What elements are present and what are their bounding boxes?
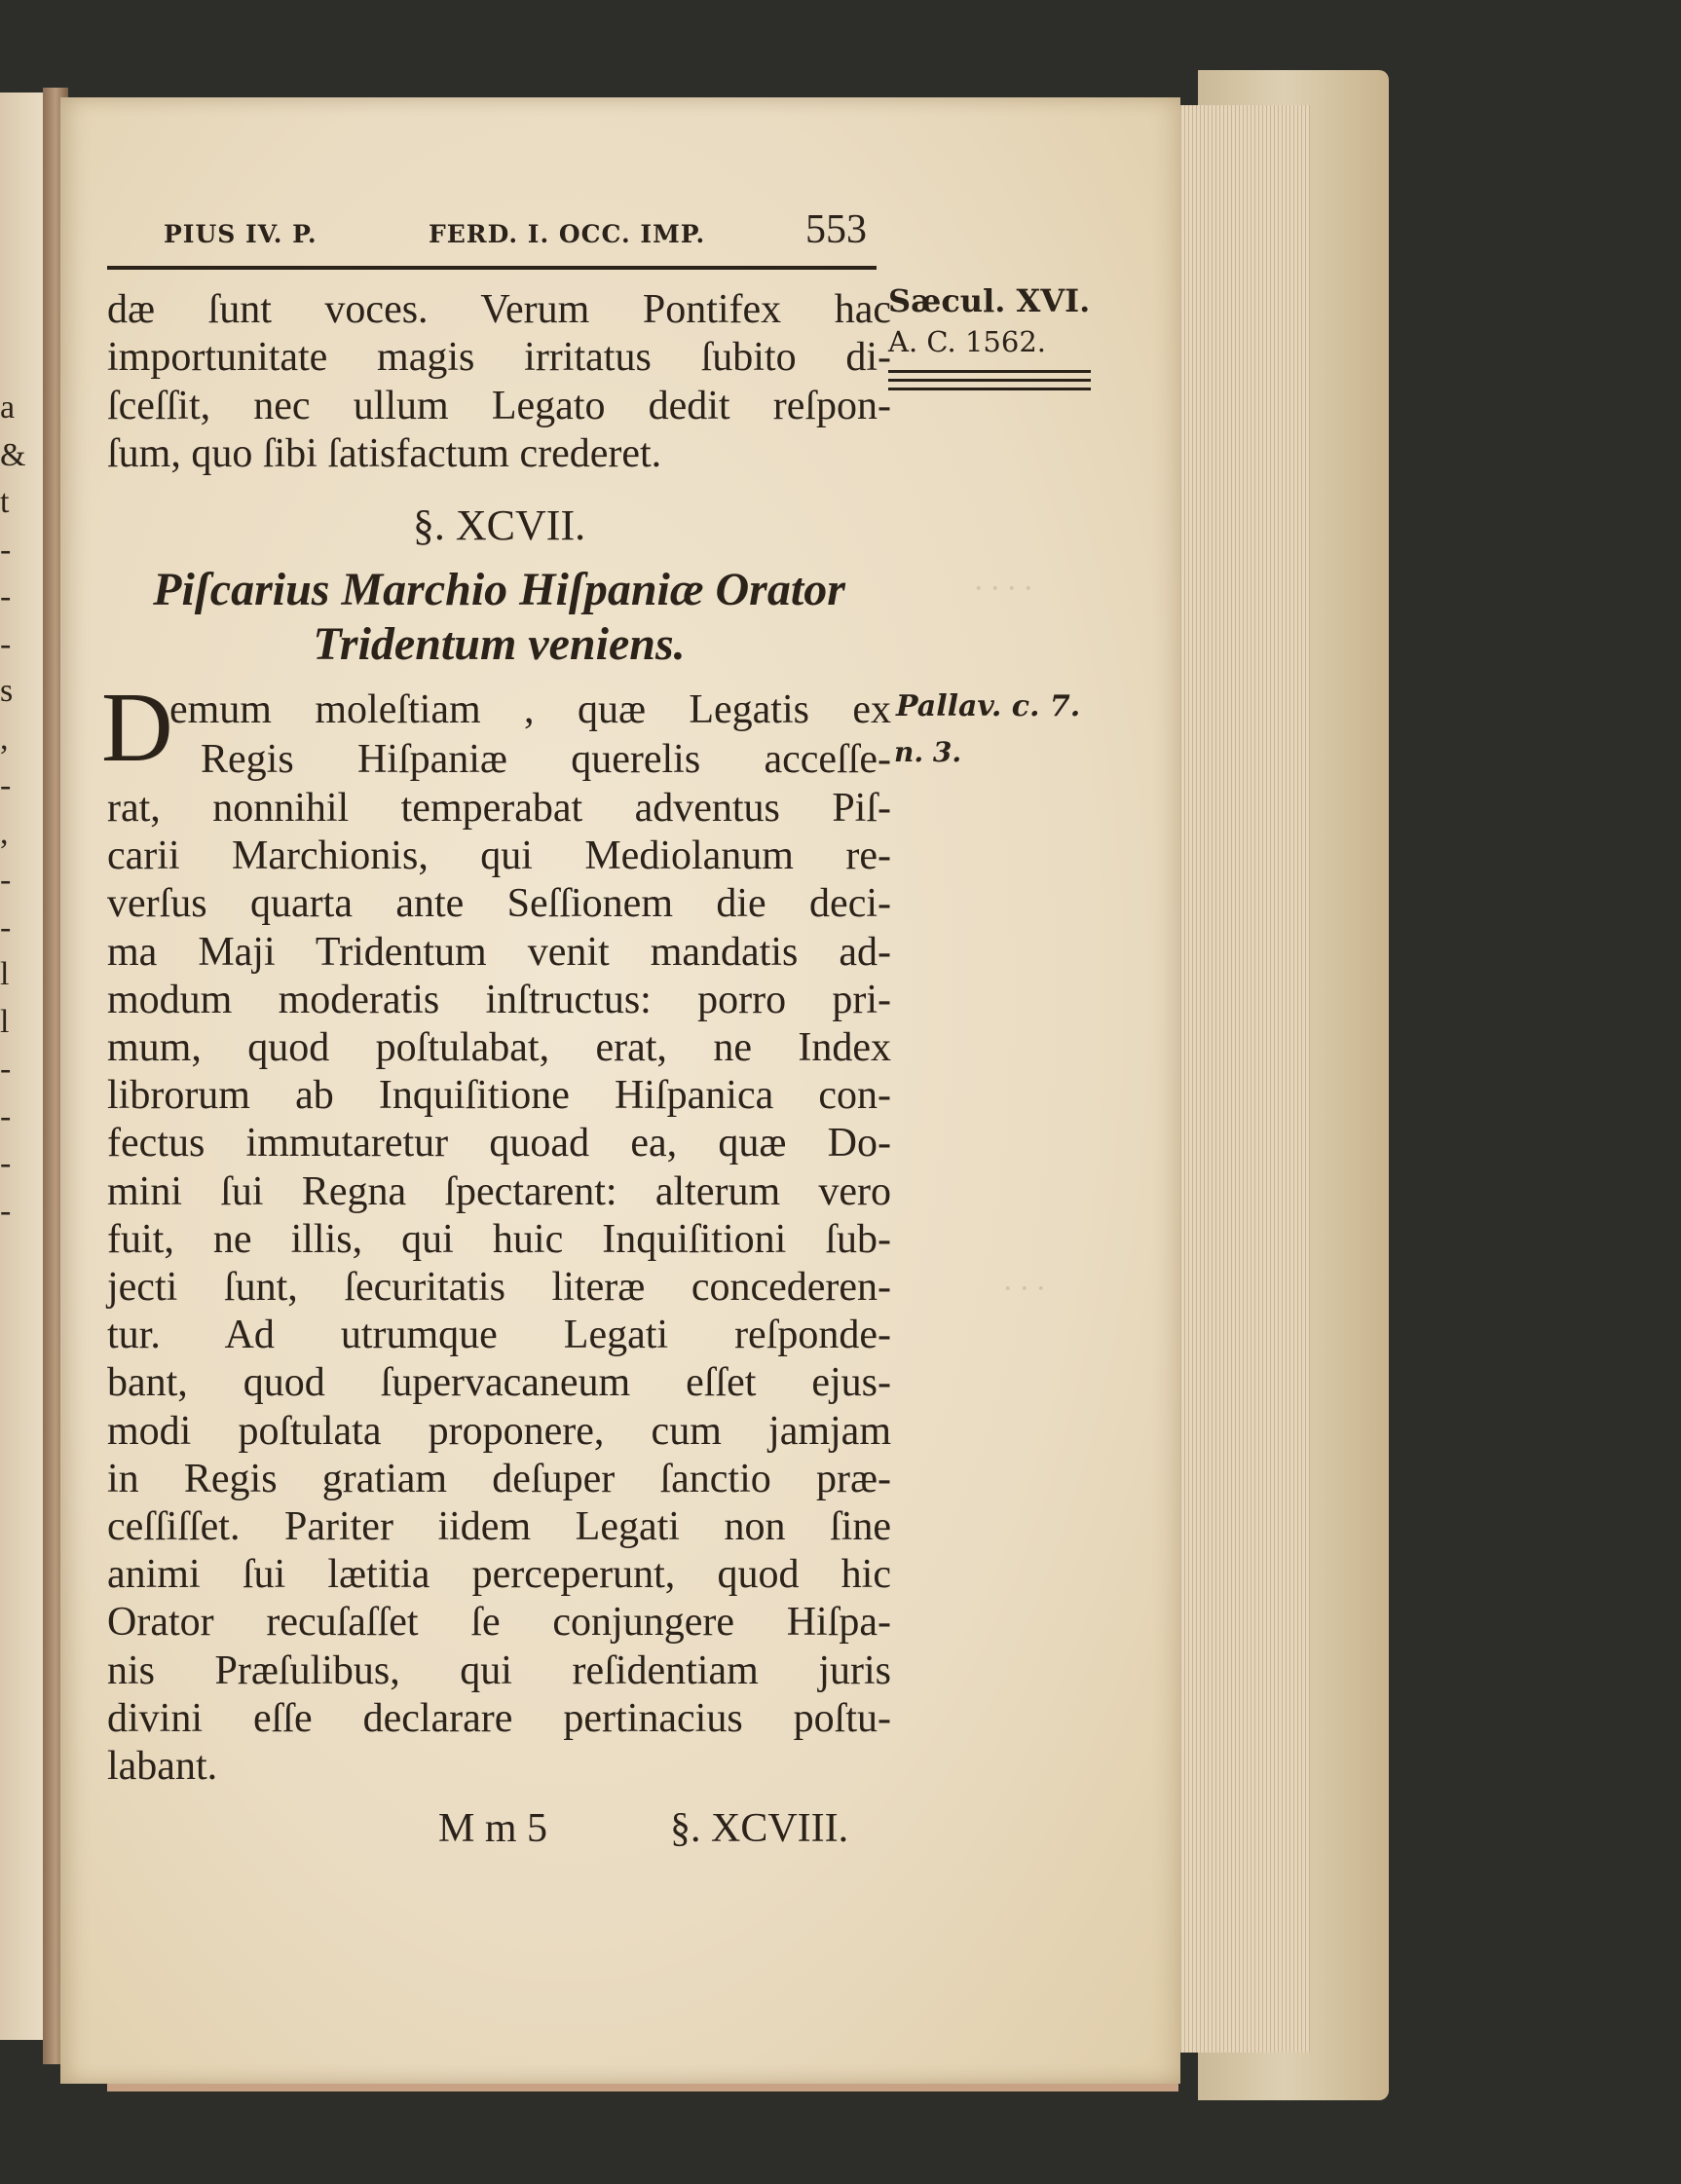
paragraph-line: verſus quarta ante Seſſionem die deci- bbox=[107, 881, 891, 927]
paragraph-line: ma Maji Tridentum venit mandatis ad- bbox=[107, 929, 891, 975]
facing-page-char: t bbox=[0, 484, 10, 520]
facing-page-char: l bbox=[0, 1003, 10, 1040]
facing-page-char: - bbox=[0, 767, 12, 803]
intro-line: dæ ſunt voces. Verum Pontifex hac bbox=[107, 287, 891, 332]
facing-page-char: - bbox=[0, 1097, 12, 1134]
signature-mark: M m 5 bbox=[438, 1806, 548, 1851]
paragraph-line: emum moleſtiam , quæ Legatis ex bbox=[169, 687, 891, 732]
margin-rule-2 bbox=[888, 379, 1091, 382]
facing-page-char: l bbox=[0, 956, 10, 992]
catchword: §. XCVIII. bbox=[670, 1806, 849, 1851]
drop-cap: D bbox=[101, 673, 173, 783]
section-number: §. XCVII. bbox=[412, 501, 586, 549]
paragraph-line: jecti ſunt, ſecuritatis literæ concederen- bbox=[107, 1265, 891, 1310]
paragraph-line: modi poſtulata proponere, cum jamjam bbox=[107, 1408, 891, 1454]
paragraph-line: bant, quod ſupervacaneum eſſet ejus- bbox=[107, 1360, 891, 1406]
header-emperor: FERD. I. OCC. IMP. bbox=[429, 220, 706, 248]
facing-page-char: - bbox=[0, 862, 12, 898]
section-title-line-2: Tridentum veniens. bbox=[313, 618, 686, 670]
intro-line: ſceſſit, nec ullum Legato dedit reſpon- bbox=[107, 383, 891, 428]
paragraph-line: animi ſui lætitia perceperunt, quod hic bbox=[107, 1552, 891, 1598]
paragraph-line: fectus immutaretur quoad ea, quæ Do- bbox=[107, 1121, 891, 1166]
page-number: 553 bbox=[805, 207, 867, 252]
facing-page-char: , bbox=[0, 720, 9, 757]
facing-page-char: - bbox=[0, 531, 12, 568]
bleed-through-mark: · · · bbox=[1003, 1271, 1045, 1307]
margin-year: A. C. 1562. bbox=[888, 325, 1046, 358]
paragraph-line: carii Marchionis, qui Mediolanum re- bbox=[107, 833, 891, 879]
paragraph-opening bbox=[101, 673, 891, 789]
paragraph-line: Regis Hiſpaniæ querelis acceſſe- bbox=[201, 737, 891, 782]
facing-page-char: , bbox=[0, 814, 9, 851]
paragraph-line: mini ſui Regna ſpectarent: alterum vero bbox=[107, 1168, 891, 1214]
facing-page-char: - bbox=[0, 578, 12, 614]
paragraph-line: librorum ab Inquiſitione Hiſpanica con- bbox=[107, 1073, 891, 1119]
page-edges bbox=[1174, 105, 1310, 2053]
facing-page-text bbox=[0, 385, 26, 1235]
paragraph-line: nis Præſulibus, qui reſidentiam juris bbox=[107, 1647, 891, 1693]
facing-page-char: - bbox=[0, 1192, 12, 1229]
intro-line: importunitate magis irritatus ſubito di- bbox=[107, 335, 891, 381]
bleed-through-mark: · · · · bbox=[974, 571, 1032, 607]
paragraph-line: rat, nonnihil temperabat adventus Piſ- bbox=[107, 786, 891, 831]
paragraph-line: in Regis gratiam deſuper ſanctio præ- bbox=[107, 1456, 891, 1501]
paragraph-line: ceſſiſſet. Pariter iidem Legati non ſine bbox=[107, 1504, 891, 1549]
facing-page-char: s bbox=[0, 673, 14, 709]
paragraph-line: divini eſſe declarare pertinacius poſtu- bbox=[107, 1695, 891, 1741]
paragraph-last-line: labant. bbox=[107, 1744, 218, 1789]
section-title-line-1: Piſcarius Marchio Hiſpaniæ Orator bbox=[153, 564, 845, 615]
facing-page-char: & bbox=[0, 436, 26, 473]
paragraph-line: modum moderatis inſtructus: porro pri- bbox=[107, 977, 891, 1022]
facing-page-char: - bbox=[0, 1051, 12, 1087]
paragraph-line: fuit, ne illis, qui huic Inquiſitioni ſub- bbox=[107, 1216, 891, 1262]
margin-rule-3 bbox=[888, 388, 1091, 390]
header-pope: PIUS IV. P. bbox=[164, 220, 318, 248]
paragraph-line: mum, quod poſtulabat, erat, ne Index bbox=[107, 1025, 891, 1070]
paragraph-line: tur. Ad utrumque Legati reſponde- bbox=[107, 1313, 891, 1358]
margin-century: Sæcul. XVI. bbox=[888, 282, 1091, 319]
paragraph-line: Orator recuſaſſet ſe conjungere Hiſpa- bbox=[107, 1600, 891, 1646]
margin-source: Pallav. c. 7. bbox=[896, 689, 1081, 723]
margin-rule-1 bbox=[888, 370, 1091, 373]
text-column bbox=[101, 0, 891, 2184]
intro-line: ſum, quo ſibi ſatisfactum crederet. bbox=[107, 431, 662, 477]
facing-page-char: - bbox=[0, 908, 12, 945]
facing-page-char: - bbox=[0, 1145, 12, 1181]
margin-source-number: n. 3. bbox=[894, 736, 962, 768]
facing-page-char: a bbox=[0, 389, 16, 426]
facing-page-char: - bbox=[0, 625, 12, 662]
